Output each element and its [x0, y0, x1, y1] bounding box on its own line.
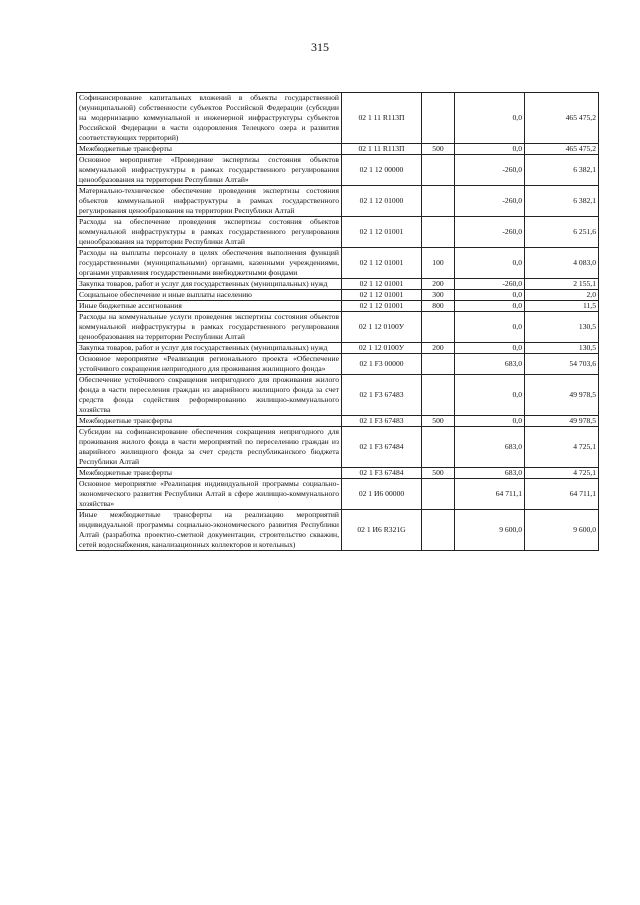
table-row: [77, 93, 599, 144]
expense-name-cell: Софинансирование капитальных вложений в объекты государственной (муниципальной) собственности субъектов Российской Федерации (субсидии на модернизацию коммунальной и инженерной инфраструктуры субъектов Российской Федерации в части оздоровления Телецкого озера и развития соответствующих территорий): [77, 93, 342, 144]
expense-name-cell: Иные межбюджетные трансферты на реализацию мероприятий индивидуальной программы социально-экономического развития Республики Алтай (разработка проектно-сметной документации, строительство скважин, сетей водоснабжения, канализационных коллекторов и котельных): [77, 510, 342, 551]
target-code-cell: 02 1 12 01001: [342, 248, 422, 279]
total-amount-cell: 49 978,5: [525, 416, 599, 427]
table-row: [77, 144, 599, 155]
total-amount-cell: 54 703,6: [525, 354, 599, 375]
change-amount-cell: 0,0: [455, 144, 525, 155]
table-row: [77, 290, 599, 301]
target-code-cell: 02 1 12 0100У: [342, 343, 422, 354]
change-amount-cell: 683,0: [455, 427, 525, 468]
expense-type-cell: 500: [422, 144, 455, 155]
budget-table: [76, 92, 599, 551]
change-amount-cell: 0,0: [455, 301, 525, 312]
change-amount-cell: -260,0: [455, 186, 525, 217]
target-code-cell: 02 1 12 01001: [342, 301, 422, 312]
total-amount-cell: 4 725,1: [525, 468, 599, 479]
table-row: [77, 375, 599, 416]
target-code-cell: 02 1 11 R113П: [342, 144, 422, 155]
target-code-cell: 02 1 F3 00000: [342, 354, 422, 375]
expense-type-cell: 200: [422, 343, 455, 354]
target-code-cell: 02 1 11 R113П: [342, 93, 422, 144]
total-amount-cell: 6 382,1: [525, 155, 599, 186]
table-row: [77, 279, 599, 290]
change-amount-cell: 64 711,1: [455, 479, 525, 510]
expense-name-cell: Материально-техническое обеспечение проведения экспертизы состояния объектов коммунальной инфраструктуры в рамках государственного регулирования ценообразования на территории Республики Алтай: [77, 186, 342, 217]
expense-type-cell: [422, 375, 455, 416]
expense-name-cell: Межбюджетные трансферты: [77, 416, 342, 427]
expense-type-cell: [422, 479, 455, 510]
total-amount-cell: 2,0: [525, 290, 599, 301]
target-code-cell: 02 1 12 01001: [342, 279, 422, 290]
target-code-cell: 02 1 12 01001: [342, 217, 422, 248]
total-amount-cell: 4 083,0: [525, 248, 599, 279]
page-number: 315: [311, 40, 329, 54]
table-row: [77, 354, 599, 375]
table-row: [77, 343, 599, 354]
total-amount-cell: 130,5: [525, 312, 599, 343]
expense-name-cell: Основное мероприятие «Реализация регионального проекта «Обеспечение устойчивого сокращения непригодного для проживания жилищного фонда»: [77, 354, 342, 375]
table-row: [77, 155, 599, 186]
expense-type-cell: [422, 186, 455, 217]
table-row: [77, 186, 599, 217]
target-code-cell: 02 1 И6 R321G: [342, 510, 422, 551]
expense-name-cell: Субсидии на софинансирование обеспечения сокращения непригодного для проживания жилого фонда в части мероприятий по переселению граждан из аварийного жилищного фонда за счет средств республиканского бюджета Республики Алтай: [77, 427, 342, 468]
target-code-cell: 02 1 12 01001: [342, 290, 422, 301]
table-row: [77, 479, 599, 510]
expense-name-cell: Расходы на выплаты персоналу в целях обеспечения выполнения функций государственными (муниципальными) органами, казенными учреждениями, органами управления государственными внебюджетными фондами: [77, 248, 342, 279]
change-amount-cell: 9 600,0: [455, 510, 525, 551]
total-amount-cell: 6 382,1: [525, 186, 599, 217]
expense-name-cell: Межбюджетные трансферты: [77, 144, 342, 155]
expense-type-cell: [422, 510, 455, 551]
total-amount-cell: 130,5: [525, 343, 599, 354]
table-row: [77, 427, 599, 468]
table-row: [77, 217, 599, 248]
expense-name-cell: Расходы на коммунальные услуги проведения экспертизы состояния объектов коммунальной инфраструктуры в рамках государственного регулирования ценообразования на территории Республики Алтай: [77, 312, 342, 343]
change-amount-cell: 0,0: [455, 93, 525, 144]
expense-name-cell: Закупка товаров, работ и услуг для государственных (муниципальных) нужд: [77, 343, 342, 354]
target-code-cell: 02 1 F3 67483: [342, 375, 422, 416]
total-amount-cell: 9 600,0: [525, 510, 599, 551]
change-amount-cell: -260,0: [455, 279, 525, 290]
table-row: [77, 468, 599, 479]
expense-name-cell: Обеспечение устойчивого сокращения непригодного для проживания жилого фонда в части переселения граждан из аварийного жилищного фонда за счет средств фонда содействия реформированию жилищно-коммунального хозяйства: [77, 375, 342, 416]
budget-table-body: [77, 93, 599, 551]
table-row: [77, 416, 599, 427]
table-row: [77, 510, 599, 551]
expense-type-cell: 800: [422, 301, 455, 312]
total-amount-cell: 6 251,6: [525, 217, 599, 248]
total-amount-cell: 11,5: [525, 301, 599, 312]
expense-type-cell: 100: [422, 248, 455, 279]
expense-type-cell: 200: [422, 279, 455, 290]
change-amount-cell: -260,0: [455, 155, 525, 186]
change-amount-cell: 0,0: [455, 290, 525, 301]
expense-name-cell: Межбюджетные трансферты: [77, 468, 342, 479]
target-code-cell: 02 1 12 00000: [342, 155, 422, 186]
expense-type-cell: [422, 217, 455, 248]
expense-name-cell: Основное мероприятие «Реализация индивидуальной программы социально-экономического развития Республики Алтай в сфере жилищно-коммунального хозяйства»: [77, 479, 342, 510]
total-amount-cell: 465 475,2: [525, 144, 599, 155]
total-amount-cell: 465 475,2: [525, 93, 599, 144]
expense-type-cell: 300: [422, 290, 455, 301]
expense-type-cell: [422, 93, 455, 144]
target-code-cell: 02 1 F3 67483: [342, 416, 422, 427]
change-amount-cell: 0,0: [455, 416, 525, 427]
expense-type-cell: [422, 155, 455, 186]
expense-type-cell: [422, 354, 455, 375]
expense-type-cell: [422, 312, 455, 343]
total-amount-cell: 4 725,1: [525, 427, 599, 468]
expense-type-cell: [422, 427, 455, 468]
change-amount-cell: 0,0: [455, 248, 525, 279]
expense-type-cell: 500: [422, 468, 455, 479]
target-code-cell: 02 1 F3 67484: [342, 427, 422, 468]
change-amount-cell: 0,0: [455, 312, 525, 343]
total-amount-cell: 2 155,1: [525, 279, 599, 290]
expense-name-cell: Основное мероприятие «Проведение экспертизы состояния объектов коммунальной инфраструктуры в рамках государственного регулирования ценообразования на территории Республики Алтай»: [77, 155, 342, 186]
target-code-cell: 02 1 И6 00000: [342, 479, 422, 510]
change-amount-cell: 0,0: [455, 343, 525, 354]
change-amount-cell: 0,0: [455, 375, 525, 416]
change-amount-cell: 683,0: [455, 354, 525, 375]
expense-type-cell: 500: [422, 416, 455, 427]
expense-name-cell: Закупка товаров, работ и услуг для государственных (муниципальных) нужд: [77, 279, 342, 290]
target-code-cell: 02 1 F3 67484: [342, 468, 422, 479]
expense-name-cell: Социальное обеспечение и иные выплаты населению: [77, 290, 342, 301]
table-row: [77, 248, 599, 279]
total-amount-cell: 64 711,1: [525, 479, 599, 510]
target-code-cell: 02 1 12 01000: [342, 186, 422, 217]
table-row: [77, 312, 599, 343]
change-amount-cell: -260,0: [455, 217, 525, 248]
expense-name-cell: Расходы на обеспечение проведения экспертизы состояния объектов коммунальной инфраструктуры в рамках государственного регулирования ценообразования на территории Республики Алтай: [77, 217, 342, 248]
total-amount-cell: 49 978,5: [525, 375, 599, 416]
table-row: [77, 301, 599, 312]
expense-name-cell: Иные бюджетные ассигнования: [77, 301, 342, 312]
target-code-cell: 02 1 12 0100У: [342, 312, 422, 343]
change-amount-cell: 683,0: [455, 468, 525, 479]
